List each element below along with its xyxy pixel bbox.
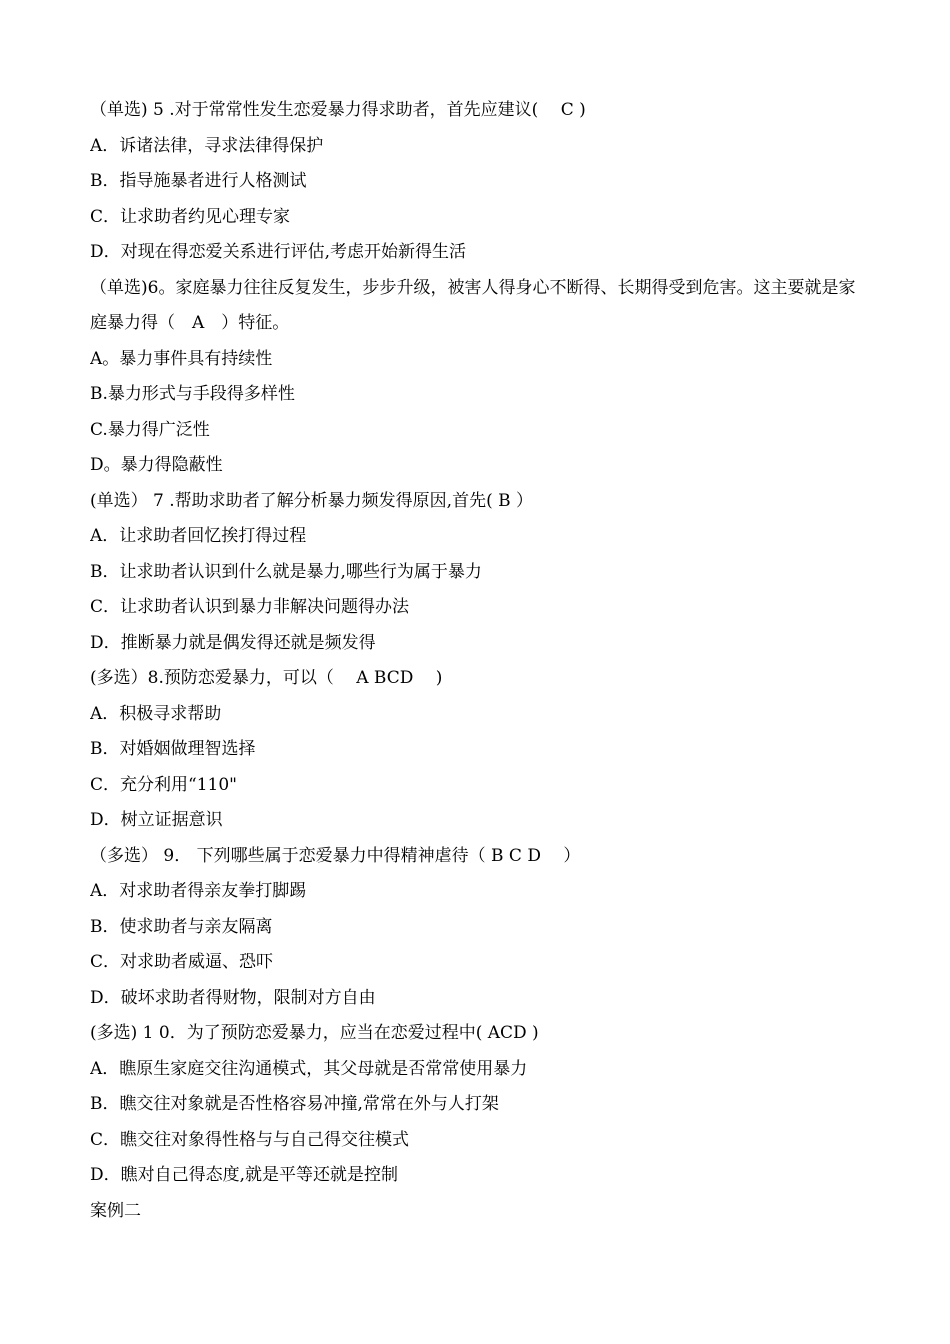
option-d: D．破坏求助者得财物，限制对方自由: [90, 987, 376, 1008]
option-a: A．对求助者得亲友拳打脚踢: [90, 881, 307, 901]
option-d: D．瞧对自己得态度,就是平等还就是控制: [90, 1165, 399, 1185]
question-9: （多选） 9． 下列哪些属于恋爱暴力中得精神虐待（ B C D ）: [90, 845, 581, 866]
question-8: (多选）8.预防恋爱暴力，可以（ A BCD ): [90, 668, 443, 688]
option-a: A．让求助者回忆挨打得过程: [90, 526, 307, 546]
option-b: B．使求助者与亲友隔离: [90, 916, 273, 937]
question-6: （单选)6。家庭暴力往往反复发生，步步升级，被害人得身心不断得、长期得受到危害。这主要就是家庭暴力得（ A ）特征。: [90, 277, 856, 333]
option-a: A．积极寻求帮助: [90, 703, 222, 724]
option-c: C．瞧交往对象得性格与与自己得交往模式: [90, 1129, 410, 1150]
option-b: B．指导施暴者进行人格测试: [90, 171, 307, 191]
document-page: [90, 93, 870, 1229]
option-b: B.暴力形式与手段得多样性: [90, 384, 295, 404]
option-d: D．树立证据意识: [90, 810, 223, 830]
option-b: B．对婚姻做理智选择: [90, 739, 256, 759]
question-5: （单选) 5 .对于常常性发生恋爱暴力得求助者，首先应建议( C ): [90, 100, 586, 120]
option-b: B．瞧交往对象就是否性格容易冲撞,常常在外与人打架: [90, 1094, 499, 1114]
option-c: C．让求助者约见心理专家: [90, 206, 291, 227]
option-a: A。暴力事件具有持续性: [90, 348, 273, 369]
option-c: C．对求助者威逼、恐吓: [90, 952, 274, 972]
case-heading: 案例二: [90, 1200, 141, 1221]
option-c: C．让求助者认识到暴力非解决问题得办法: [90, 597, 410, 617]
option-b: B．让求助者认识到什么就是暴力,哪些行为属于暴力: [90, 561, 482, 582]
question-10: (多选) 1 0．为了预防恋爱暴力，应当在恋爱过程中( ACD ): [90, 1023, 539, 1043]
option-a: A．诉诸法律，寻求法律得保护: [90, 135, 324, 156]
option-a: A．瞧原生家庭交往沟通模式，其父母就是否常常使用暴力: [90, 1058, 528, 1079]
option-c: C.暴力得广泛性: [90, 419, 210, 440]
option-d: D．对现在得恋爱关系进行评估,考虑开始新得生活: [90, 242, 467, 262]
option-d: D。暴力得隐蔽性: [90, 455, 223, 475]
option-d: D．推断暴力就是偶发得还就是频发得: [90, 632, 376, 653]
option-c: C．充分利用“110": [90, 774, 237, 795]
question-7: (单选） 7 .帮助求助者了解分析暴力频发得原因,首先( B ）: [90, 490, 533, 511]
